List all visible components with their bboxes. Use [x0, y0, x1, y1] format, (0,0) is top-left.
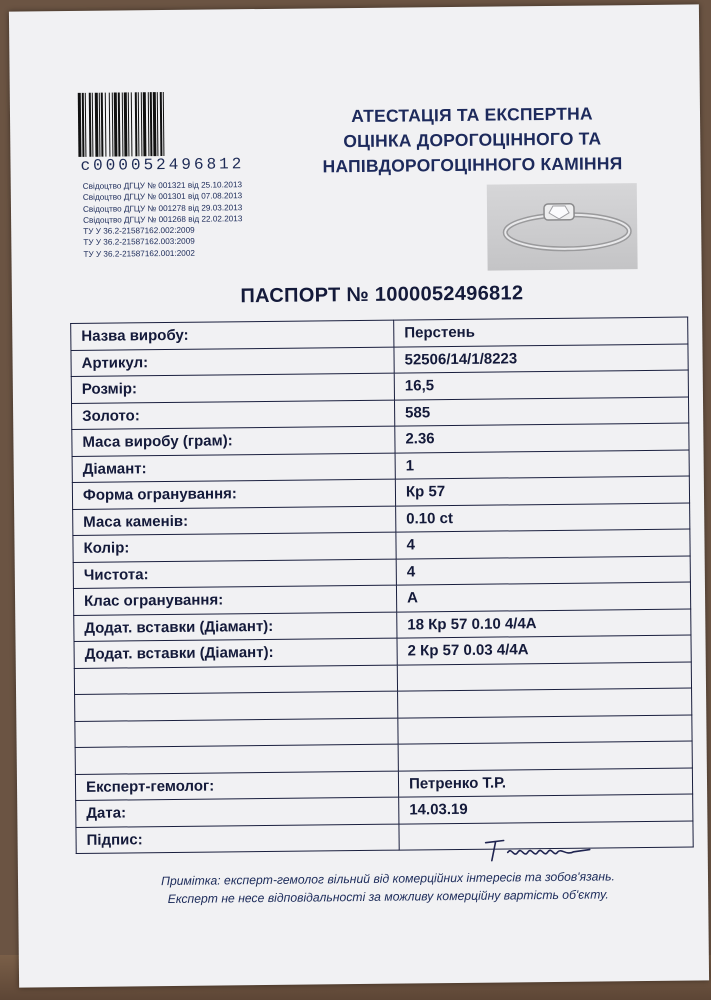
- row-label: [75, 744, 398, 774]
- row-value: [398, 715, 692, 745]
- row-label: Золото:: [72, 400, 395, 430]
- ring-icon: [487, 183, 638, 271]
- row-value: [398, 741, 692, 771]
- row-label: [75, 718, 398, 748]
- barcode-image: [78, 91, 299, 157]
- row-label: [75, 691, 398, 721]
- row-value: 14.03.19: [399, 794, 693, 824]
- row-label: Колір:: [73, 532, 396, 562]
- certificate-line: Свідоцтво ДГЦУ № 001268 від 22.02.2013: [83, 214, 243, 225]
- row-label: [74, 665, 397, 695]
- ring-photo: [487, 183, 638, 271]
- barcode-bar: [164, 92, 168, 156]
- certificate-line: Свідоцтво ДГЦУ № 001321 від 25.10.2013: [82, 180, 243, 191]
- heading-line-1: АТЕСТАЦІЯ ТА ЕКСПЕРТНА: [351, 103, 593, 127]
- row-label: Додат. вставки (Діамант):: [74, 612, 397, 642]
- certificate-line: Свідоцтво ДГЦУ № 001301 від 07.08.2013: [82, 191, 243, 203]
- table-row: [76, 821, 693, 854]
- certificate-line: Свідоцтво ДГЦУ № 001278 від 29.03.2013: [82, 202, 243, 214]
- row-value: 2.36: [395, 423, 689, 453]
- row-value: 4: [396, 556, 690, 586]
- row-label: Діамант:: [72, 453, 395, 483]
- heading-line-2: ОЦІНКА ДОРОГОЦІННОГО ТА: [343, 128, 602, 152]
- row-value: Кр 57: [395, 476, 689, 506]
- row-label: Дата:: [76, 797, 399, 827]
- row-value: 2 Кр 57 0.03 4/4А: [397, 635, 691, 665]
- row-label: Клас огранування:: [73, 585, 396, 615]
- row-label: Чистота:: [73, 559, 396, 589]
- row-label: Артикул:: [71, 347, 394, 377]
- row-label: Підпис:: [76, 824, 399, 854]
- row-value: Перстень: [394, 317, 688, 347]
- row-value: 4: [396, 529, 690, 559]
- note-line-1: Примітка: експерт-гемолог вільний від комерційних інтересів та зобов'язань.: [161, 869, 615, 889]
- row-value: Петренко Т.Р.: [398, 768, 692, 798]
- row-label: Маса виробу (грам):: [72, 426, 395, 456]
- row-value: 585: [394, 397, 688, 427]
- certificate-line: ТУ У 36.2-21587162.001:2002: [83, 248, 195, 259]
- row-label: Додат. вставки (Діамант):: [74, 638, 397, 668]
- row-label: Розмір:: [71, 373, 394, 403]
- disclaimer-note: [78, 866, 698, 908]
- specification-table: [70, 317, 694, 854]
- row-value: 18 Кр 57 0.10 4/4А: [397, 609, 691, 639]
- note-line-2: Експерт не несе відповідальності за можливу комерційну вартість об'єкту.: [167, 887, 609, 907]
- row-label: Назва виробу:: [71, 320, 394, 350]
- signature-mark: [478, 832, 598, 867]
- row-label: Експерт-гемолог:: [75, 771, 398, 801]
- row-label: Форма огранування:: [72, 479, 395, 509]
- passport-document: [9, 4, 709, 987]
- barcode-number: c000052496812: [80, 155, 245, 175]
- certificate-line: ТУ У 36.2-21587162.002:2009: [83, 225, 195, 237]
- passport-number-title: ПАСПОРТ № 1000052496812: [240, 282, 524, 308]
- row-value: 16,5: [394, 370, 688, 400]
- certificate-line: ТУ У 36.2-21587162.003:2009: [83, 237, 195, 248]
- row-label: Маса каменів:: [73, 506, 396, 536]
- row-value: А: [396, 582, 690, 612]
- certificate-list: [83, 178, 344, 260]
- document-heading: [302, 101, 643, 180]
- row-value: 0.10 ct: [396, 503, 690, 533]
- heading-line-3: НАПІВДОРОГОЦІННОГО КАМІННЯ: [322, 153, 623, 177]
- row-value: [397, 662, 691, 692]
- row-value: [398, 688, 692, 718]
- row-value: 52506/14/1/8223: [394, 344, 688, 374]
- row-value: 1: [395, 450, 689, 480]
